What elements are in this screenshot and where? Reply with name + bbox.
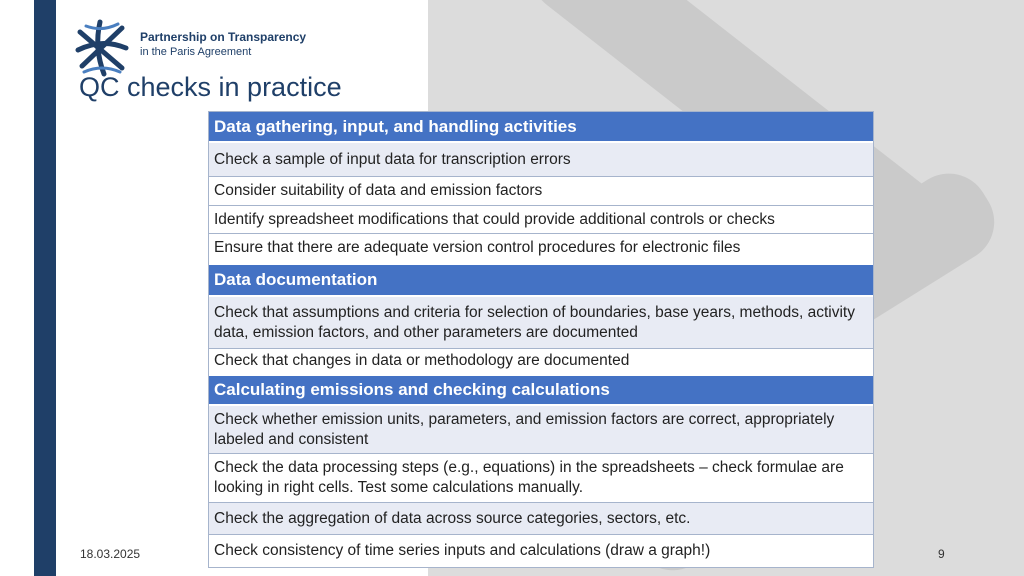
section-header: Calculating emissions and checking calculations [209,376,873,406]
table-row: Check the aggregation of data across source categories, sectors, etc. [209,503,873,535]
table-row: Check consistency of time series inputs and calculations (draw a graph!) [209,535,873,567]
globe-logo-icon [72,18,132,78]
page-title: QC checks in practice [79,72,342,102]
page-number: 9 [938,547,945,561]
table-row: Ensure that there are adequate version control procedures for electronic files [209,234,873,265]
table-row: Check a sample of input data for transcription errors [209,143,873,177]
table-row: Identify spreadsheet modifications that could provide additional controls or checks [209,206,873,234]
left-accent-bar [34,0,56,576]
logo-line-1: Partnership on Transparency [140,30,307,44]
footer-date: 18.03.2025 [80,547,141,561]
table-row: Check whether emission units, parameters, and emission factors are correct, appropriately labeled and consistent [209,406,873,454]
table-row: Check that changes in data or methodology are documented [209,349,873,376]
table-row: Check that assumptions and criteria for selection of boundaries, base years, methods, activity data, emission factors, and other parameters are documented [209,297,873,349]
section-header: Data documentation [209,265,873,297]
qc-checks-table [208,111,874,568]
table-row: Check the data processing steps (e.g., equations) in the spreadsheets – check formulae are looking in right cells. Test some calculations manually. [209,454,873,503]
section-header: Data gathering, input, and handling activities [209,112,873,143]
logo-line-2: in the Paris Agreement [140,46,252,58]
table-row: Consider suitability of data and emission factors [209,177,873,206]
